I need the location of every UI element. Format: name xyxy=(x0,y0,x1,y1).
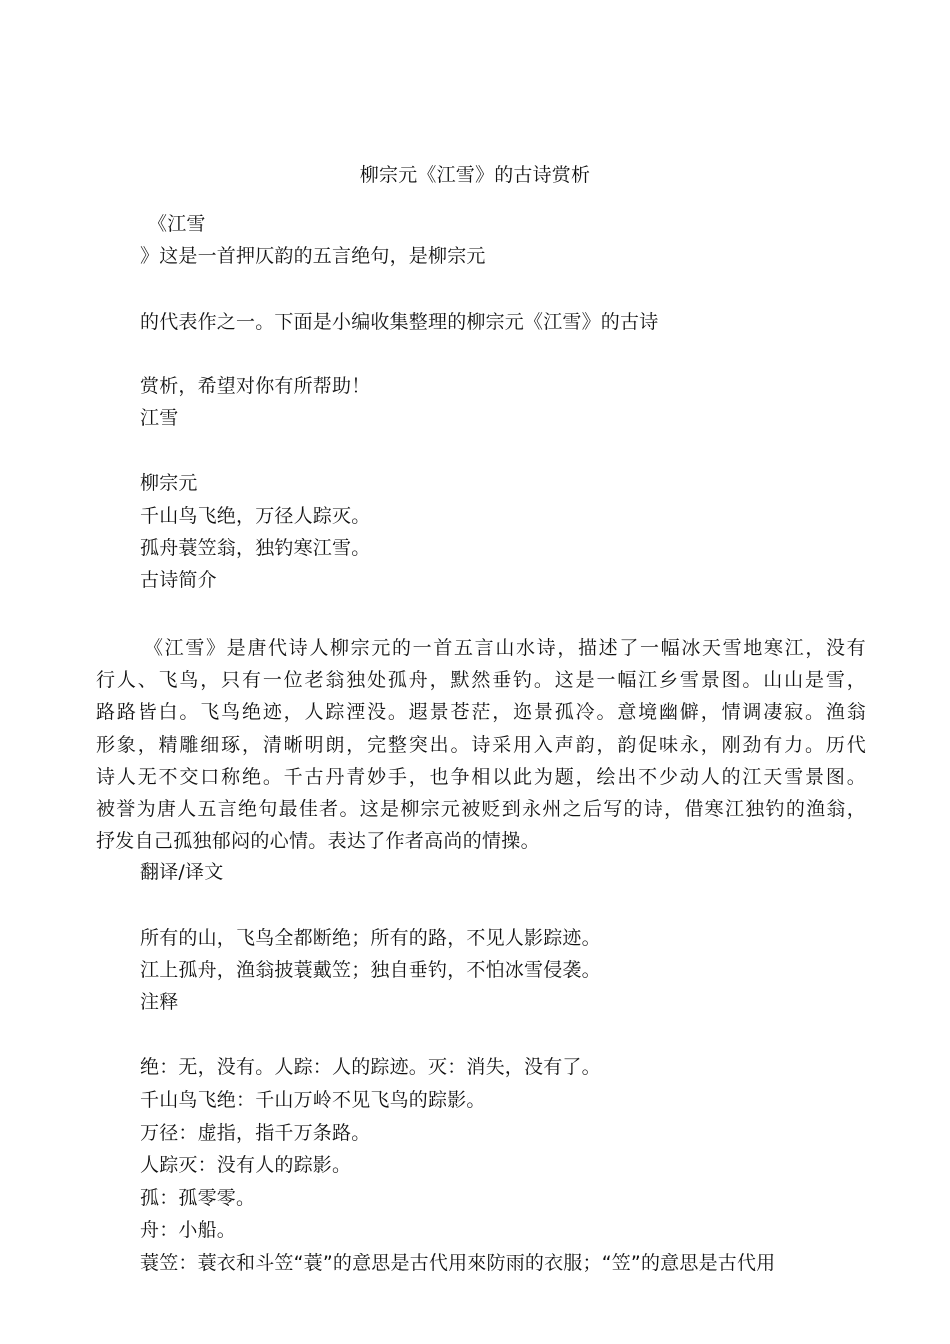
poem-title: 江雪 xyxy=(140,407,179,429)
poem-line-2: 孤舟蓑笠翁，独钓寒江雪。 xyxy=(140,537,371,559)
note-line-1: 绝：无，没有。人踪：人的踪迹。灭：消失，没有了。 xyxy=(140,1056,601,1078)
note-line-7: 蓑笠：蓑衣和斗笠“蓑”的意思是古代用來防雨的衣服；“笠”的意思是古代用 xyxy=(140,1252,776,1274)
note-line-6: 舟：小船。 xyxy=(140,1219,237,1241)
paragraph-line: 被誉为唐人五言绝句最佳者。这是柳宗元被贬到永州之后写的诗，借寒江独钓的渔翁， xyxy=(96,798,866,821)
paragraph-line: 路路皆白。飞鸟绝迹，人踪湮没。遐景苍茫，迩景孤冷。意境幽僻，情调凄寂。渔翁 xyxy=(96,701,866,724)
paragraph-line: 行人、飞鸟，只有一位老翁独处孤舟，默然垂钓。这是一幅江乡雪景图。山山是雪， xyxy=(96,669,866,692)
paragraph-line: 抒发自己孤独郁闷的心情。表达了作者高尚的情操。 xyxy=(96,830,540,853)
note-line-3: 万径：虚指，指千万条路。 xyxy=(140,1122,371,1144)
section-heading-notes: 注释 xyxy=(140,991,179,1013)
section-heading-intro: 古诗简介 xyxy=(140,569,217,591)
note-line-2: 千山鸟飞绝：千山万岭不见飞鸟的踪影。 xyxy=(140,1089,486,1111)
translation-line-2: 江上孤舟，渔翁披蓑戴笠；独自垂钓，不怕冰雪侵袭。 xyxy=(140,959,601,981)
paragraph-line: 诗人无不交口称绝。千古丹青妙手，也争相以此为题，绘出不少动人的江天雪景图。 xyxy=(96,765,866,788)
intro-paragraph xyxy=(96,632,866,857)
page-title: 柳宗元《江雪》的古诗赏析 xyxy=(359,164,591,186)
intro-line-3: 的代表作之一。下面是小编收集整理的柳宗元《江雪》的古诗 xyxy=(140,311,659,333)
poem-line-1: 千山鸟飞绝，万径人踪灭。 xyxy=(140,505,371,527)
note-line-5: 孤：孤零零。 xyxy=(140,1187,256,1209)
section-heading-translation: 翻译/译文 xyxy=(140,861,224,883)
intro-line-1: 《江雪 xyxy=(148,213,206,235)
note-line-4: 人踪灭：没有人的踪影。 xyxy=(140,1154,352,1176)
intro-line-2: 》这是一首押仄韵的五言绝句，是柳宗元 xyxy=(140,245,486,267)
intro-line-4: 赏析，希望对你有所帮助！ xyxy=(140,375,371,397)
poem-author: 柳宗元 xyxy=(140,472,198,494)
paragraph-line: 形象，精雕细琢，清晰明朗，完整突出。诗采用入声韵，韵促味永，刚劲有力。历代 xyxy=(96,733,866,756)
translation-line-1: 所有的山，飞鸟全都断绝；所有的路，不见人影踪迹。 xyxy=(140,927,601,949)
paragraph-line: 《江雪》是唐代诗人柳宗元的一首五言山水诗，描述了一幅冰天雪地寒江，没有 xyxy=(144,637,866,659)
